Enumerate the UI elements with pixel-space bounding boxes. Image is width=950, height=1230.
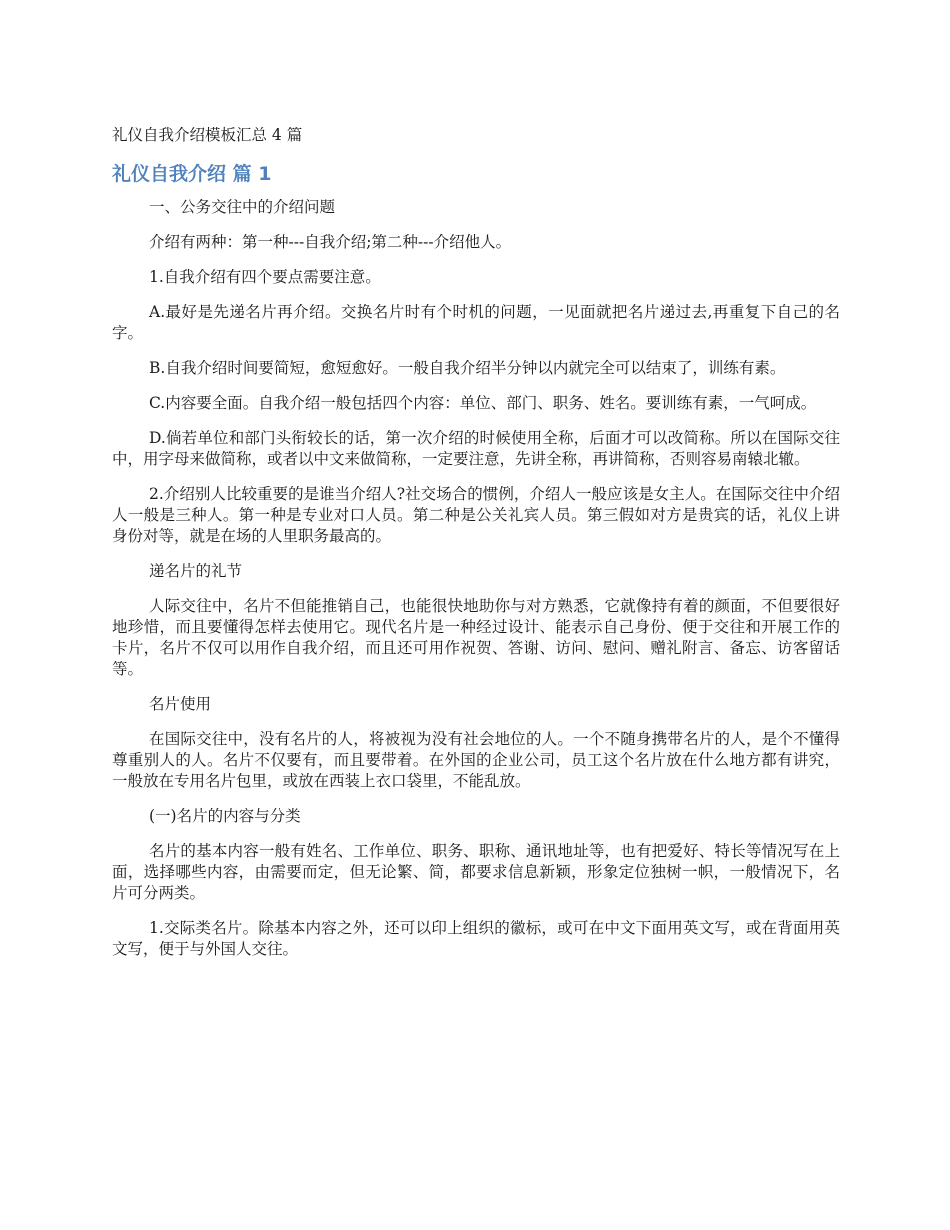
paragraph: 名片的基本内容一般有姓名、工作单位、职务、职称、通讯地址等，也有把爱好、特长等情况写在上面，选择哪些内容，由需要而定，但无论繁、简，都要求信息新颖，形象定位独树一帜，一般情况下，名片可分两类。 <box>112 842 840 902</box>
paragraph: 一、公务交往中的介绍问题 <box>149 198 336 216</box>
paragraph: D.倘若单位和部门头衔较长的话，第一次介绍的时候使用全称，后面才可以改简称。所以在国际交往中，用字母来做简称，或者以中文来做简称，一定要注意，先讲全称，再讲简称，否则容易南辕北辙。 <box>112 429 840 468</box>
paragraph: 1.自我介绍有四个要点需要注意。 <box>149 268 381 286</box>
section-heading: 礼仪自我介绍 篇 1 <box>112 163 272 185</box>
subheading: 递名片的礼节 <box>149 562 243 580</box>
document-body <box>112 197 840 960</box>
subheading: 名片使用 <box>149 695 212 713</box>
subheading: (一)名片的内容与分类 <box>149 807 301 825</box>
document-title: 礼仪自我介绍模板汇总 4 篇 <box>112 126 303 144</box>
paragraph: A.最好是先递名片再介绍。交换名片时有个时机的问题，一见面就把名片递过去,再重复下自己的名字。 <box>112 303 840 342</box>
document-page <box>112 124 840 974</box>
paragraph: 人际交往中，名片不但能推销自己，也能很快地助你与对方熟悉，它就像持有着的颜面，不但要很好地珍惜，而且要懂得怎样去使用它。现代名片是一种经过设计、能表示自己身份、便于交往和开展工作的卡片，名片不仅可以用作自我介绍，而且还可用作祝贺、答谢、访问、慰问、赠礼附言、备忘、访客留话等。 <box>112 597 840 678</box>
paragraph: 1.交际类名片。除基本内容之外，还可以印上组织的徽标，或可在中文下面用英文写，或在背面用英文写，便于与外国人交往。 <box>112 919 840 958</box>
paragraph: 在国际交往中，没有名片的人，将被视为没有社会地位的人。一个不随身携带名片的人，是个不懂得尊重别人的人。名片不仅要有，而且要带着。在外国的企业公司，员工这个名片放在什么地方都有讲究，一般放在专用名片包里，或放在西装上衣口袋里，不能乱放。 <box>112 730 840 790</box>
paragraph: B.自我介绍时间要简短，愈短愈好。一般自我介绍半分钟以内就完全可以结束了，训练有素。 <box>149 359 786 377</box>
paragraph: C.内容要全面。自我介绍一般包括四个内容：单位、部门、职务、姓名。要训练有素，一气呵成。 <box>149 394 817 412</box>
paragraph: 介绍有两种：第一种---自我介绍;第二种---介绍他人。 <box>149 233 512 251</box>
paragraph: 2.介绍别人比较重要的是谁当介绍人?社交场合的惯例，介绍人一般应该是女主人。在国际交往中介绍人一般是三种人。第一种是专业对口人员。第二种是公关礼宾人员。第三假如对方是贵宾的话，礼仪上讲身份对等，就是在场的人里职务最高的。 <box>112 485 840 545</box>
